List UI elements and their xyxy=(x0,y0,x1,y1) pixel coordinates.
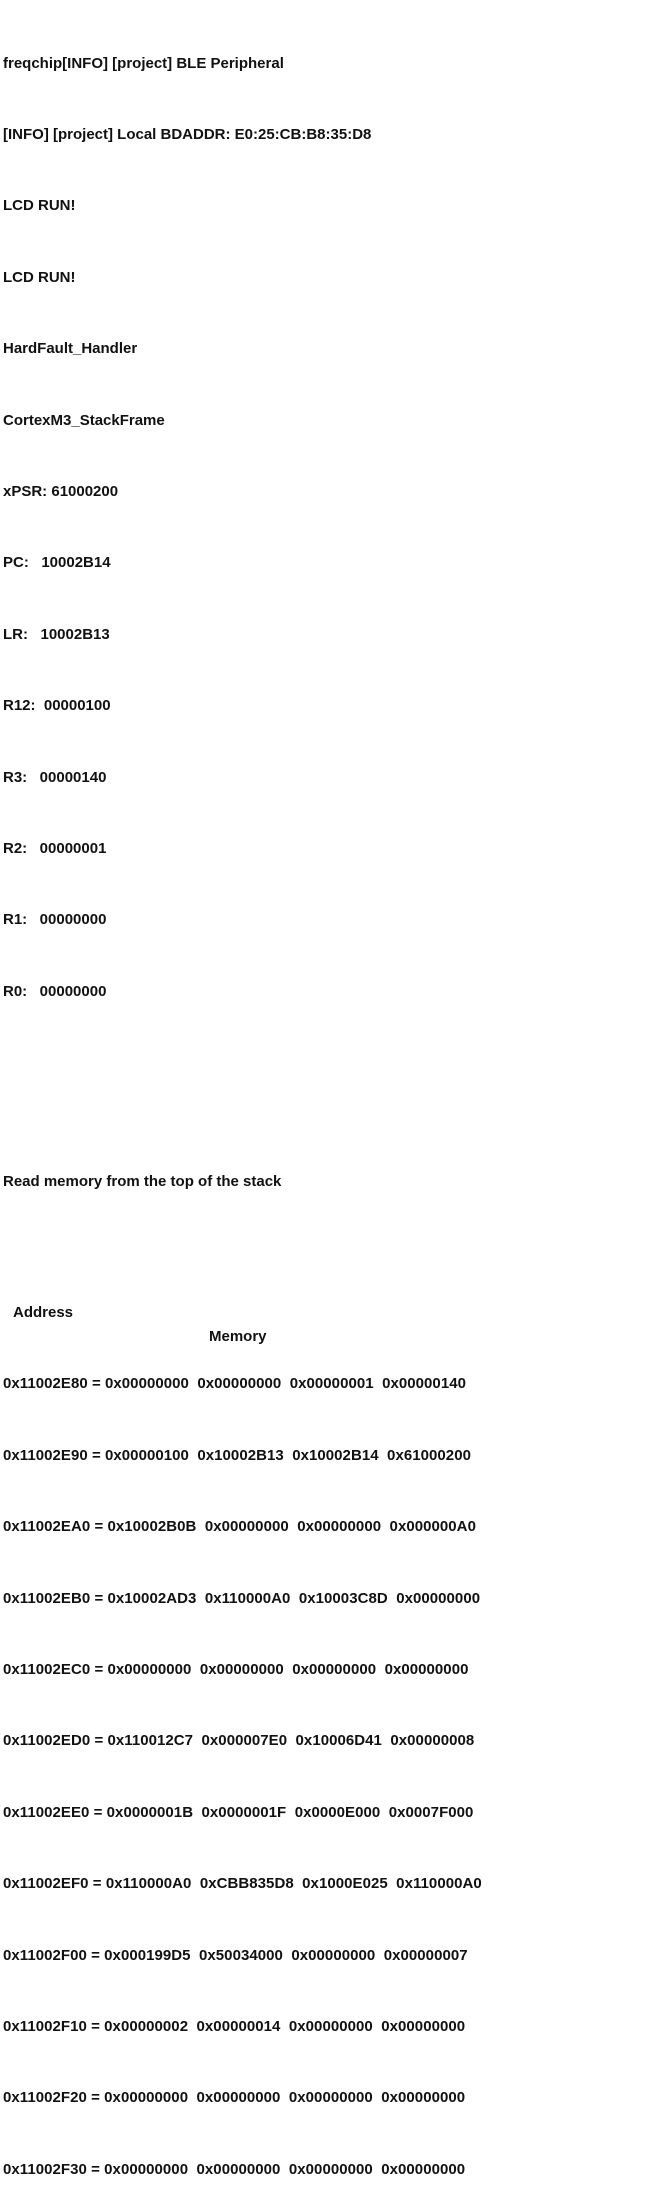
memory-row: 0x11002ED0 = 0x110012C7 0x000007E0 0x10006D41 0x00000008 xyxy=(3,1732,475,1750)
memory-row: 0x11002F30 = 0x00000000 0x00000000 0x00000000 0x00000000 xyxy=(3,2160,466,2178)
log-line-r3: R3: 00000140 xyxy=(3,768,107,786)
section-title: Read memory from the top of the stack xyxy=(3,1173,282,1191)
memory-table-header xyxy=(3,1277,643,1345)
log-line: LCD RUN! xyxy=(3,268,76,286)
memory-row: 0x11002F00 = 0x000199D5 0x50034000 0x00000000 0x00000007 xyxy=(3,1946,468,1964)
memory-row: 0x11002E80 = 0x00000000 0x00000000 0x00000001 0x00000140 xyxy=(3,1375,466,1393)
log-line: [INFO] [project] Local BDADDR: E0:25:CB:B8:35:D8 xyxy=(3,125,372,143)
memory-row: 0x11002EC0 = 0x00000000 0x00000000 0x00000000 0x00000000 xyxy=(3,1660,469,1678)
memory-row: 0x11002EE0 = 0x0000001B 0x0000001F 0x0000E000 0x0007F000 xyxy=(3,1803,474,1821)
memory-row: 0x11002EF0 = 0x110000A0 0xCBB835D8 0x1000E025 0x110000A0 xyxy=(3,1875,482,1893)
log-line-r2: R2: 00000001 xyxy=(3,839,107,857)
log-line-r0: R0: 00000000 xyxy=(3,982,107,1000)
memory-row: 0x11002F20 = 0x00000000 0x00000000 0x00000000 0x00000000 xyxy=(3,2089,466,2107)
log-line: HardFault_Handler xyxy=(3,340,138,358)
serial-log-output xyxy=(3,4,643,2205)
log-line-pc: PC: 10002B14 xyxy=(3,554,111,572)
log-line: LCD RUN! xyxy=(3,197,76,215)
log-line: CortexM3_StackFrame xyxy=(3,411,165,429)
memory-row: 0x11002EB0 = 0x10002AD3 0x110000A0 0x10003C8D 0x00000000 xyxy=(3,1589,481,1607)
memory-row: 0x11002F10 = 0x00000002 0x00000014 0x00000000 0x00000000 xyxy=(3,2017,466,2035)
blank-line xyxy=(3,1075,643,1099)
log-line: freqchip[INFO] [project] BLE Peripheral xyxy=(3,54,284,72)
memory-row: 0x11002EA0 = 0x10002B0B 0x00000000 0x00000000 0x000000A0 xyxy=(3,1518,476,1536)
memory-row: 0x11002E90 = 0x00000100 0x10002B13 0x10002B14 0x61000200 xyxy=(3,1446,471,1464)
log-line-xpsr: xPSR: 61000200 xyxy=(3,482,119,500)
log-line-r1: R1: 00000000 xyxy=(3,911,107,929)
log-line-lr: LR: 10002B13 xyxy=(3,625,110,643)
log-line-r12: R12: 00000100 xyxy=(3,697,111,715)
memory-column-header: Memory xyxy=(209,1327,267,1345)
address-column-header: Address xyxy=(13,1304,74,1322)
